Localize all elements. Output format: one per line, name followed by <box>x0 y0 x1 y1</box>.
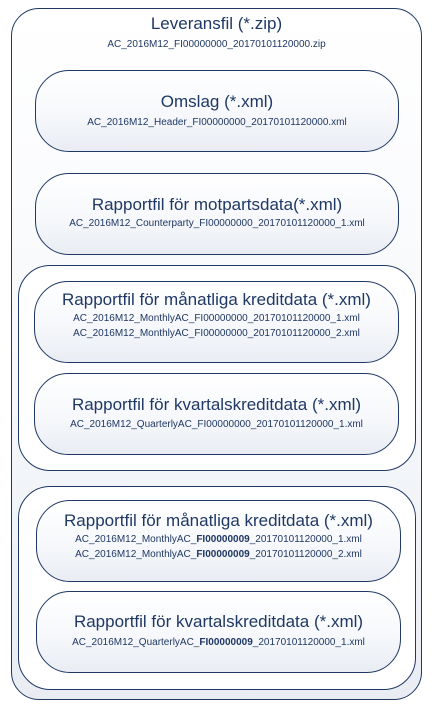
quarterly-file-1: AC_2016M12_QuarterlyAC_FI00000000_20170101120000_1.xml <box>70 419 363 430</box>
quarterly-box-1 <box>34 373 399 455</box>
monthly-title-1: Rapportfil för månatliga kreditdata (*.xml) <box>62 290 371 309</box>
monthly-title-2: Rapportfil för månatliga kreditdata (*.xml) <box>64 511 373 530</box>
quarterly-box-2 <box>36 591 401 673</box>
header-title: Omslag (*.xml) <box>160 92 274 111</box>
monthly-file-2a: AC_2016M12_MonthlyAC_FI00000009_20170101120000_1.xml <box>75 534 362 545</box>
quarterly-file-2: AC_2016M12_QuarterlyAC_FI00000009_20170101120000_1.xml <box>72 637 365 648</box>
header-box <box>35 70 399 152</box>
quarterly-title-2: Rapportfil för kvartalskreditdata (*.xml) <box>73 612 364 631</box>
delivery-title: Leveransfil (*.zip) <box>150 14 283 33</box>
counterparty-box <box>35 173 399 255</box>
group-fi00000009 <box>18 486 416 690</box>
monthly-box-2 <box>36 500 401 582</box>
counterparty-file: AC_2016M12_Counterparty_FI00000000_20170101120000_1.xml <box>69 218 365 229</box>
monthly-file-1b: AC_2016M12_MonthlyAC_FI00000000_20170101120000_2.xml <box>73 328 360 339</box>
group-fi00000000 <box>18 265 416 471</box>
header-file: AC_2016M12_Header_FI00000000_20170101120000.xml <box>87 117 347 128</box>
delivery-file: AC_2016M12_FI00000000_20170101120000.zip <box>107 39 326 50</box>
monthly-file-1a: AC_2016M12_MonthlyAC_FI00000000_20170101120000_1.xml <box>73 313 360 324</box>
monthly-file-2b: AC_2016M12_MonthlyAC_FI00000009_20170101120000_2.xml <box>75 549 362 560</box>
counterparty-title: Rapportfil för motpartsdata(*.xml) <box>91 195 343 214</box>
quarterly-title-1: Rapportfil för kvartalskreditdata (*.xml) <box>71 395 362 414</box>
monthly-box-1 <box>34 281 399 363</box>
